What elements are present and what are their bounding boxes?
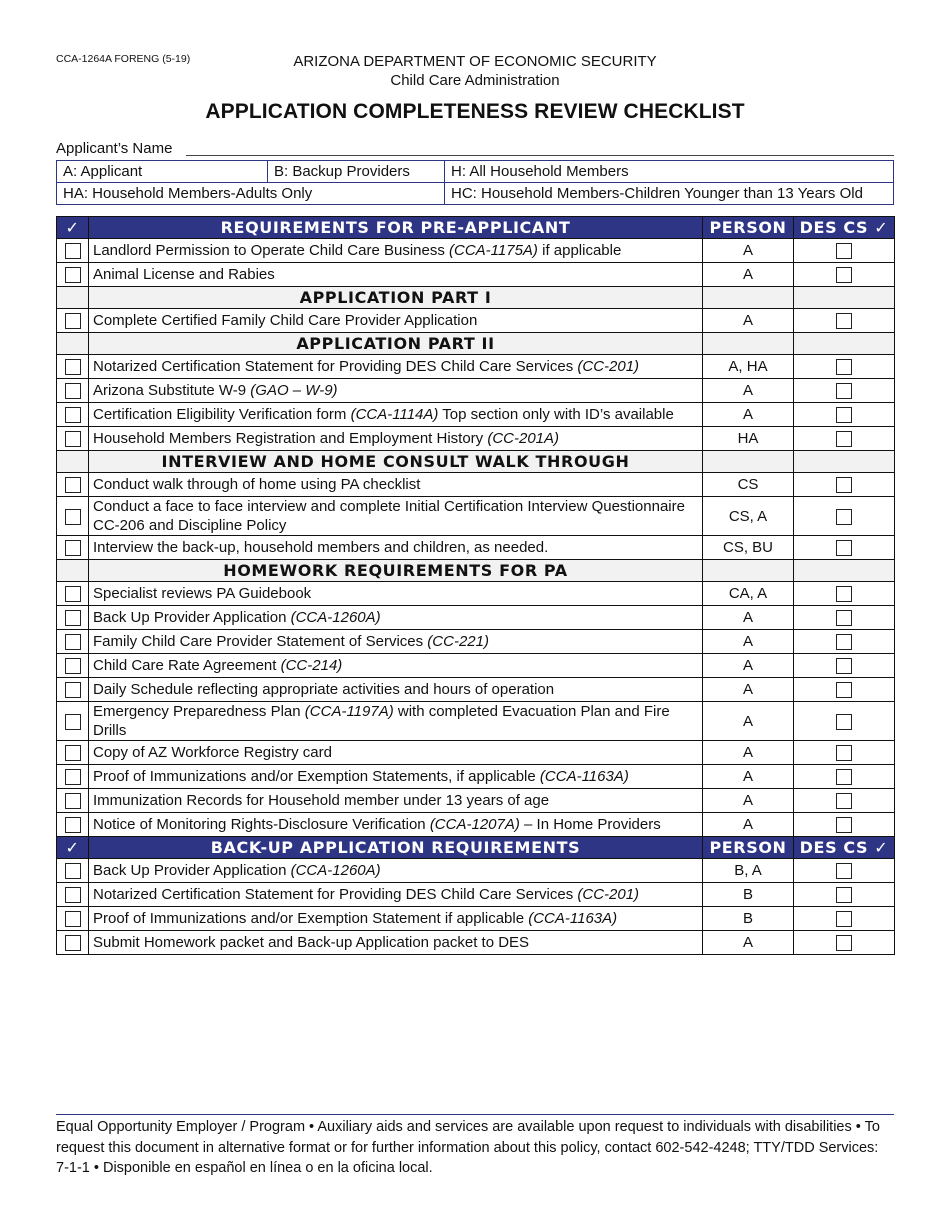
des-cs-checkbox[interactable] — [836, 313, 852, 329]
section-blank-cell — [57, 451, 89, 473]
des-cs-checkbox[interactable] — [836, 540, 852, 556]
row-checkbox-cell — [57, 907, 89, 931]
form-number: (CCA-1207A) — [429, 816, 520, 833]
applicant-checkbox[interactable] — [65, 610, 81, 626]
des-cs-checkbox-cell — [794, 379, 895, 403]
requirement-text — [89, 702, 703, 741]
form-number: (CCA-1114A) — [350, 406, 439, 423]
section-blank-cell — [57, 560, 89, 582]
form-number: (CCA-1163A) — [539, 768, 629, 785]
requirement-text — [89, 473, 703, 497]
des-cs-checkbox-cell — [794, 931, 895, 955]
page-title: APPLICATION COMPLETENESS REVIEW CHECKLIST — [205, 100, 745, 123]
des-cs-checkbox-cell — [794, 741, 895, 765]
des-cs-checkbox-cell — [794, 765, 895, 789]
requirement-label: Conduct a face to face interview and complete Initial Certification Interview Questionnaire CC-206 and Discipline Policy — [93, 498, 685, 534]
section-blank-cell — [57, 333, 89, 355]
des-cs-checkbox[interactable] — [836, 634, 852, 650]
applicant-checkbox[interactable] — [65, 477, 81, 493]
row-checkbox-cell — [57, 239, 89, 263]
requirement-label-suffix: with completed Evacuation Plan and Fire Drills — [93, 703, 670, 739]
applicant-checkbox[interactable] — [65, 431, 81, 447]
person-code: A — [703, 239, 794, 263]
checklist-row — [57, 789, 895, 813]
person-code: A — [703, 263, 794, 287]
requirement-label: Back Up Provider Application — [93, 609, 291, 626]
requirement-text — [89, 765, 703, 789]
form-number: (CC-201) — [577, 358, 640, 375]
requirement-text — [89, 630, 703, 654]
person-code-legend — [56, 160, 894, 205]
des-cs-checkbox[interactable] — [836, 863, 852, 879]
checklist-row — [57, 536, 895, 560]
requirements-table — [56, 216, 895, 955]
checklist-row — [57, 931, 895, 955]
applicant-checkbox[interactable] — [65, 634, 81, 650]
des-cs-checkbox[interactable] — [836, 267, 852, 283]
applicant-checkbox[interactable] — [65, 407, 81, 423]
requirement-text — [89, 931, 703, 955]
checklist-row — [57, 907, 895, 931]
requirement-label: Proof of Immunizations and/or Exemption Statements, if applicable — [93, 768, 540, 785]
des-cs-checkbox-cell — [794, 239, 895, 263]
person-code: A — [703, 789, 794, 813]
row-checkbox-cell — [57, 813, 89, 837]
checklist-row — [57, 497, 895, 536]
applicant-checkbox[interactable] — [65, 243, 81, 259]
requirement-text — [89, 813, 703, 837]
applicant-checkbox[interactable] — [65, 586, 81, 602]
des-cs-checkbox[interactable] — [836, 887, 852, 903]
applicant-checkbox[interactable] — [65, 383, 81, 399]
des-cs-checkbox-cell — [794, 473, 895, 497]
des-cs-checkbox-cell — [794, 309, 895, 333]
legend-household: H: All Household Members — [445, 161, 894, 183]
requirement-text — [89, 239, 703, 263]
row-checkbox-cell — [57, 263, 89, 287]
form-number: (CCA-1260A) — [290, 862, 381, 879]
header-backup-application — [57, 837, 895, 859]
legend-household-adults: HA: Household Members-Adults Only — [57, 183, 445, 205]
des-cs-header: DES CS ✓ — [794, 217, 895, 239]
applicant-checkbox[interactable] — [65, 935, 81, 951]
checklist-row — [57, 379, 895, 403]
row-checkbox-cell — [57, 606, 89, 630]
section-blank-cell — [703, 560, 794, 582]
person-code: A — [703, 630, 794, 654]
header-pre-applicant — [57, 217, 895, 239]
applicant-checkbox[interactable] — [65, 540, 81, 556]
form-number: (CC-214) — [280, 657, 343, 674]
requirement-label: Notarized Certification Statement for Providing DES Child Care Services — [93, 358, 578, 375]
requirement-label-suffix: – In Home Providers — [519, 816, 661, 833]
checklist-row — [57, 427, 895, 451]
checklist-row — [57, 582, 895, 606]
section-blank-cell — [703, 451, 794, 473]
des-cs-checkbox-cell — [794, 702, 895, 741]
row-checkbox-cell — [57, 883, 89, 907]
des-cs-checkbox[interactable] — [836, 714, 852, 730]
checklist-row — [57, 765, 895, 789]
requirement-text — [89, 741, 703, 765]
requirement-label-suffix: if applicable — [537, 242, 622, 259]
applicant-checkbox[interactable] — [65, 863, 81, 879]
des-cs-checkbox[interactable] — [836, 477, 852, 493]
des-cs-checkbox[interactable] — [836, 658, 852, 674]
row-checkbox-cell — [57, 355, 89, 379]
person-code: A — [703, 606, 794, 630]
applicant-name-label: Applicant’s Name — [56, 140, 173, 157]
section-title: INTERVIEW AND HOME CONSULT WALK THROUGH — [89, 451, 703, 473]
person-code: B — [703, 883, 794, 907]
person-code: HA — [703, 427, 794, 451]
des-cs-checkbox-cell — [794, 907, 895, 931]
requirement-label: Notarized Certification Statement for Providing DES Child Care Services — [93, 886, 578, 903]
checklist-row — [57, 741, 895, 765]
des-cs-checkbox[interactable] — [836, 383, 852, 399]
checklist-row — [57, 813, 895, 837]
des-cs-checkbox-cell — [794, 497, 895, 536]
des-cs-header: DES CS ✓ — [794, 837, 895, 859]
row-checkbox-cell — [57, 497, 89, 536]
form-number: (CCA-1163A) — [528, 910, 618, 927]
row-checkbox-cell — [57, 403, 89, 427]
applicant-name-row — [56, 139, 894, 159]
footer-notice: Equal Opportunity Employer / Program • Auxiliary aids and services are available upon request to individuals with disabilities • To request this document in alternative format or for further information about this policy, contact 602-542-4248; TTY/TDD Services: 7-1-1 • Disponible en español en línea o en la oficina local. — [56, 1114, 894, 1179]
requirement-text — [89, 309, 703, 333]
requirement-label-suffix: Top section only with ID’s available — [438, 406, 674, 423]
requirement-text — [89, 263, 703, 287]
requirement-text — [89, 606, 703, 630]
checklist-row — [57, 473, 895, 497]
section-blank-cell — [794, 287, 895, 309]
section-title: HOMEWORK REQUIREMENTS FOR PA — [89, 560, 703, 582]
des-cs-checkbox[interactable] — [836, 586, 852, 602]
applicant-checkbox[interactable] — [65, 509, 81, 525]
requirement-label: Immunization Records for Household member under 13 years of age — [93, 792, 550, 809]
requirement-label: Certification Eligibility Verification form — [93, 406, 351, 423]
requirement-label: Notice of Monitoring Rights-Disclosure Verification — [93, 816, 430, 833]
checklist-row — [57, 403, 895, 427]
section-blank-cell — [794, 560, 895, 582]
legend-household-children: HC: Household Members-Children Younger than 13 Years Old — [445, 183, 894, 205]
person-code: A — [703, 741, 794, 765]
des-cs-checkbox[interactable] — [836, 431, 852, 447]
applicant-checkbox[interactable] — [65, 793, 81, 809]
section-application-part-1 — [57, 287, 895, 309]
person-code: A, HA — [703, 355, 794, 379]
checkmark-icon: ✓ — [65, 218, 80, 237]
checkmark-icon: ✓ — [65, 838, 80, 857]
requirement-text — [89, 883, 703, 907]
des-cs-checkbox[interactable] — [836, 769, 852, 785]
person-code: A — [703, 765, 794, 789]
requirement-label: Submit Homework packet and Back-up Application packet to DES — [93, 934, 530, 951]
applicant-checkbox[interactable] — [65, 769, 81, 785]
legend-applicant: A: Applicant — [57, 161, 268, 183]
person-code: A — [703, 931, 794, 955]
checklist-row — [57, 654, 895, 678]
requirement-text — [89, 907, 703, 931]
row-checkbox-cell — [57, 859, 89, 883]
des-cs-checkbox[interactable] — [836, 935, 852, 951]
section-blank-cell — [703, 287, 794, 309]
des-cs-checkbox-cell — [794, 678, 895, 702]
requirement-text — [89, 536, 703, 560]
requirement-label: Interview the back-up, household members and children, as needed. — [93, 539, 549, 556]
checklist-row — [57, 702, 895, 741]
applicant-checkbox[interactable] — [65, 313, 81, 329]
person-code: A — [703, 678, 794, 702]
requirement-text — [89, 582, 703, 606]
checklist-row — [57, 606, 895, 630]
row-checkbox-cell — [57, 741, 89, 765]
requirement-label: Proof of Immunizations and/or Exemption Statement if applicable — [93, 910, 529, 927]
des-cs-checkbox-cell — [794, 582, 895, 606]
requirement-label: Emergency Preparedness Plan — [93, 703, 305, 720]
des-cs-checkbox-cell — [794, 403, 895, 427]
person-code: B, A — [703, 859, 794, 883]
applicant-checkbox[interactable] — [65, 817, 81, 833]
requirement-text — [89, 654, 703, 678]
form-number: (CC-201) — [577, 886, 640, 903]
row-checkbox-cell — [57, 765, 89, 789]
person-code: A — [703, 309, 794, 333]
person-code: A — [703, 379, 794, 403]
form-number: (CCA-1197A) — [304, 703, 394, 720]
des-cs-checkbox[interactable] — [836, 745, 852, 761]
applicant-checkbox[interactable] — [65, 267, 81, 283]
requirement-label: Daily Schedule reflecting appropriate activities and hours of operation — [93, 681, 555, 698]
form-number: (CCA-1260A) — [290, 609, 381, 626]
des-cs-checkbox-cell — [794, 654, 895, 678]
des-cs-checkbox[interactable] — [836, 610, 852, 626]
des-cs-checkbox-cell — [794, 883, 895, 907]
row-checkbox-cell — [57, 473, 89, 497]
checklist-row — [57, 678, 895, 702]
person-header: PERSON — [703, 837, 794, 859]
person-code: A — [703, 813, 794, 837]
person-code: CS — [703, 473, 794, 497]
form-number: (CC-221) — [427, 633, 489, 650]
form-code: CCA-1264A FORENG (5-19) — [56, 53, 191, 65]
section-title: APPLICATION PART I — [89, 287, 703, 309]
person-code: A — [703, 654, 794, 678]
requirement-label: Landlord Permission to Operate Child Care Business — [93, 242, 450, 259]
des-cs-checkbox[interactable] — [836, 817, 852, 833]
section-blank-cell — [794, 451, 895, 473]
person-code: A — [703, 403, 794, 427]
section-application-part-2 — [57, 333, 895, 355]
requirement-label: Animal License and Rabies — [93, 266, 275, 283]
checklist-row — [57, 883, 895, 907]
person-code: A — [703, 702, 794, 741]
section-blank-cell — [794, 333, 895, 355]
requirement-label: Copy of AZ Workforce Registry card — [93, 744, 332, 761]
des-cs-checkbox-cell — [794, 263, 895, 287]
des-cs-checkbox[interactable] — [836, 407, 852, 423]
requirement-text — [89, 403, 703, 427]
requirement-label: Complete Certified Family Child Care Provider Application — [93, 312, 478, 329]
applicant-checkbox[interactable] — [65, 359, 81, 375]
des-cs-checkbox-cell — [794, 859, 895, 883]
des-cs-checkbox[interactable] — [836, 509, 852, 525]
checklist-row — [57, 239, 895, 263]
row-checkbox-cell — [57, 427, 89, 451]
agency-header — [0, 52, 950, 90]
header-check-cell — [57, 217, 89, 239]
requirement-text — [89, 789, 703, 813]
person-code: CA, A — [703, 582, 794, 606]
person-header: PERSON — [703, 217, 794, 239]
applicant-checkbox[interactable] — [65, 745, 81, 761]
form-number: (CC-201A) — [487, 430, 560, 447]
checklist-row — [57, 309, 895, 333]
applicant-checkbox[interactable] — [65, 682, 81, 698]
requirement-label: Arizona Substitute W-9 — [93, 382, 251, 399]
row-checkbox-cell — [57, 654, 89, 678]
des-cs-checkbox-cell — [794, 606, 895, 630]
requirement-label: Conduct walk through of home using PA checklist — [93, 476, 421, 493]
des-cs-checkbox[interactable] — [836, 911, 852, 927]
section-homework — [57, 560, 895, 582]
section-title: BACK-UP APPLICATION REQUIREMENTS — [89, 837, 703, 859]
applicant-checkbox[interactable] — [65, 911, 81, 927]
checklist-row — [57, 630, 895, 654]
row-checkbox-cell — [57, 678, 89, 702]
des-cs-checkbox-cell — [794, 427, 895, 451]
requirement-label: Child Care Rate Agreement — [93, 657, 281, 674]
applicant-name-field[interactable] — [186, 155, 894, 156]
des-cs-checkbox-cell — [794, 630, 895, 654]
requirement-text — [89, 427, 703, 451]
row-checkbox-cell — [57, 789, 89, 813]
applicant-checkbox[interactable] — [65, 887, 81, 903]
des-cs-checkbox[interactable] — [836, 359, 852, 375]
requirement-text — [89, 678, 703, 702]
legend-backup: B: Backup Providers — [268, 161, 445, 183]
person-code: CS, A — [703, 497, 794, 536]
division-name: Child Care Administration — [390, 72, 560, 89]
applicant-checkbox[interactable] — [65, 714, 81, 730]
des-cs-checkbox[interactable] — [836, 793, 852, 809]
applicant-checkbox[interactable] — [65, 658, 81, 674]
des-cs-checkbox-cell — [794, 789, 895, 813]
row-checkbox-cell — [57, 309, 89, 333]
des-cs-checkbox-cell — [794, 355, 895, 379]
requirement-text — [89, 859, 703, 883]
section-interview — [57, 451, 895, 473]
header-check-cell — [57, 837, 89, 859]
row-checkbox-cell — [57, 630, 89, 654]
requirement-label: Specialist reviews PA Guidebook — [93, 585, 312, 602]
section-title: APPLICATION PART II — [89, 333, 703, 355]
requirement-text — [89, 497, 703, 536]
requirement-label: Back Up Provider Application — [93, 862, 291, 879]
person-code: CS, BU — [703, 536, 794, 560]
section-title: REQUIREMENTS FOR PRE-APPLICANT — [89, 217, 703, 239]
checklist-row — [57, 263, 895, 287]
row-checkbox-cell — [57, 379, 89, 403]
row-checkbox-cell — [57, 582, 89, 606]
section-blank-cell — [703, 333, 794, 355]
des-cs-checkbox[interactable] — [836, 682, 852, 698]
row-checkbox-cell — [57, 931, 89, 955]
requirement-label: Household Members Registration and Employment History — [93, 430, 488, 447]
agency-name: ARIZONA DEPARTMENT OF ECONOMIC SECURITY — [293, 53, 657, 70]
des-cs-checkbox-cell — [794, 536, 895, 560]
checklist-row — [57, 859, 895, 883]
form-number: (GAO – W-9) — [250, 382, 338, 399]
form-number: (CCA-1175A) — [449, 242, 538, 259]
des-cs-checkbox[interactable] — [836, 243, 852, 259]
des-cs-checkbox-cell — [794, 813, 895, 837]
checklist-row — [57, 355, 895, 379]
requirement-text — [89, 379, 703, 403]
requirement-label: Family Child Care Provider Statement of Services — [93, 633, 428, 650]
row-checkbox-cell — [57, 702, 89, 741]
requirement-text — [89, 355, 703, 379]
row-checkbox-cell — [57, 536, 89, 560]
person-code: B — [703, 907, 794, 931]
section-blank-cell — [57, 287, 89, 309]
